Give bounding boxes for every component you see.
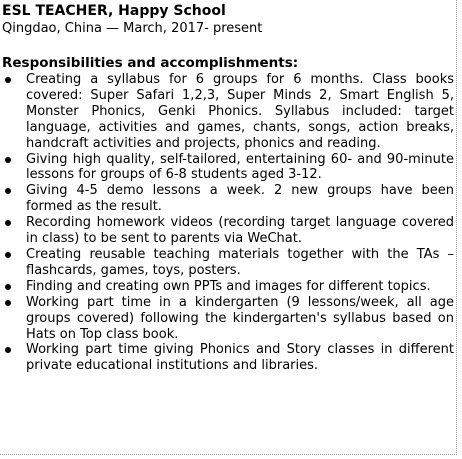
list-item[interactable]: Recording homework videos (recording target language covered in class) to be sent to parents via WeChat. — [2, 215, 454, 247]
resume-section — [2, 3, 454, 374]
responsibilities-list — [2, 72, 454, 374]
job-location-dates[interactable]: Qingdao, China — March, 2017- present — [2, 21, 263, 36]
list-item[interactable]: Giving 4-5 demo lessons a week. 2 new groups have been formed as the result. — [2, 183, 454, 215]
job-title[interactable]: ESL TEACHER, Happy School — [2, 3, 226, 19]
list-item[interactable]: Creating reusable teaching materials together with the TAs – flashcards, games, toys, posters. — [2, 247, 454, 279]
list-item[interactable]: Working part time in a kindergarten (9 lessons/week, all age groups covered) following the kindergarten's syllabus based on Hats on Top class book. — [2, 295, 454, 343]
list-item[interactable]: Finding and creating own PPTs and images for different topics. — [2, 279, 454, 295]
blank-line — [2, 37, 454, 54]
list-item[interactable]: Working part time giving Phonics and Story classes in different private educational institutions and libraries. — [2, 342, 454, 374]
list-item[interactable]: Creating a syllabus for 6 groups for 6 months. Class books covered: Super Safari 1,2,3, Super Minds 2, Smart English 5, Monster Phonics, Genki Phonics. Syllabus included: target language, activities and games, chants, songs, action breaks, handcraft activities and projects, phonics and reading. — [2, 72, 454, 152]
responsibilities-heading[interactable]: Responsibilities and accomplishments: — [2, 55, 299, 71]
list-item[interactable]: Giving high quality, self-tailored, entertaining 60- and 90-minute lessons for groups of 6-8 students aged 3-12. — [2, 152, 454, 184]
